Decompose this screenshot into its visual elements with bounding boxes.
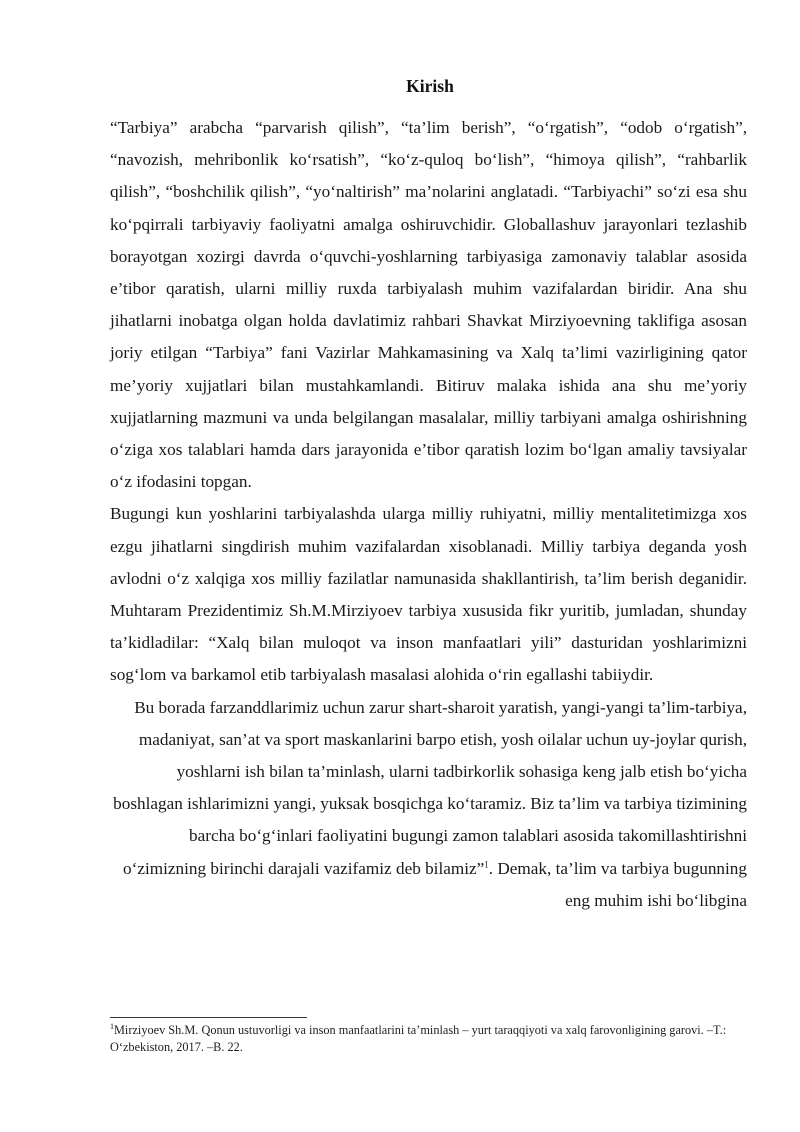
quote-tail: . Demak, ta’lim va tarbiya bugunning eng muhim ishi bo‘libgina [488,858,747,910]
paragraph-2: Bugungi kun yoshlarini tarbiyalashda ularga milliy ruhiyatni, milliy mentalitetimizga xos ezgu jihatlarni singdirish muhim vazifalardan xisoblanadi. Milliy tarbiya deganda yosh avlodni o‘z xalqiga xos milliy fazilatlar namunasida shakllantirish, ta’lim berish deganidir. Muhtaram Prezidentimiz Sh.M.Mirziyoev tarbiya xususida fikr yuritib, jumladan, shunday ta’kidladilar: “Xalq bilan muloqot va inson manfaatlari yili” dasturidan yoshlarimizni sog‘lom va barkamol etib tarbiyalash masalasi alohida o‘rin egallashi tabiiydir. [110,504,747,685]
body-text [110,112,747,917]
footnote-text: Mirziyoev Sh.M. Qonun ustuvorligi va inson manfaatlarini ta’minlash – yurt taraqqiyoti va xalq farovonligining garovi. –T.: O‘zbekiston, 2017. –B. 22. [110,1023,727,1054]
footnote-reference[interactable]: 1 [484,858,489,869]
footnote-divider [110,1017,307,1018]
quote-text: Bu borada farzanddlarimiz uchun zarur shart-sharoit yaratish, yangi-yangi ta’lim-tarbiya, madaniyat, san’at va sport maskanlarini barpo etish, yosh oilalar uchun uy-joylar qurish, yoshlarni ish bilan ta’minlash, ularni tadbirkorlik sohasiga keng jalb etish bo‘yicha boshlagan ishlarimizni yangi, yuksak bosqichga ko‘taramiz. Biz ta’lim va tarbiya tizimining barcha bo‘g‘inlari faoliyatini bugungi zamon talablari asosida takomillashtirishni o‘zimizning birinchi darajali vazifamiz deb bilamiz” [113,697,747,878]
footnote-marker: 1 [110,1021,114,1031]
quote-paragraph [110,692,747,917]
paragraph-1: “Tarbiya” arabcha “parvarish qilish”, “ta’lim berish”, “o‘rgatish”, “odob o‘rgatish”, “navozish, mehribonlik ko‘rsatish”, “ko‘z-quloq bo‘lish”, “himoya qilish”, “rahbarlik qilish”, “boshchilik qilish”, “yo‘naltirish” ma’nolarini anglatadi. “Tarbiyachi” so‘zi esa shu ko‘pqirrali tarbiyaviy faoliyatni amalga oshiruvchidir. Globallashuv jarayonlari tezlashib borayotgan xozirgi davrda o‘quvchi-yoshlarning tarbiyasiga zamonaviy talablar asosida e’tibor qaratish, ularni milliy ruxda tarbiyalash muhim vazifalardan biridir. Ana shu jihatlarni inobatga olgan holda davlatimiz rahbari Shavkat Mirziyoevning taklifiga asosan joriy etilgan “Tarbiya” fani Vazirlar Mahkamasining va Xalq ta’limi vazirligining qator me’yoriy xujjatlari bilan mustahkamlandi. Bitiruv malaka ishida ana shu me’yoriy xujjatlarning mazmuni va unda belgilangan masalalar, milliy tarbiyani amalga oshirishning o‘ziga xos talablari hamda dars jarayonida e’tibor qaratish lozim bo‘lgan amaliy tavsiyalar o‘z ifodasini topgan. [110,118,747,492]
footnote [110,1022,750,1056]
page-title: Kirish [406,76,454,96]
